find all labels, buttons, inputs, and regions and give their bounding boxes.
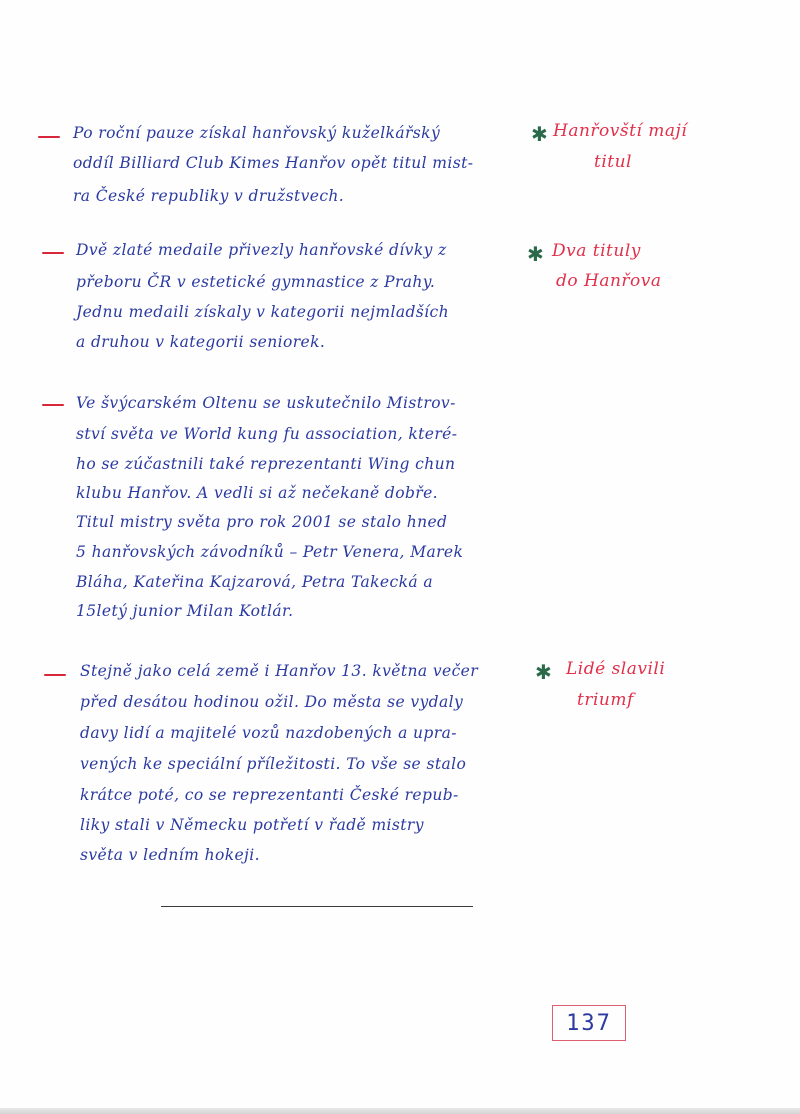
item-4-line-1: Stejně jako celá země i Hanřov 13. května večer xyxy=(80,662,479,680)
bullet-dash xyxy=(44,674,66,676)
item-2-line-1: Dvě zlaté medaile přivezly hanřovské dívky z xyxy=(76,241,447,259)
item-3-line-7: Bláha, Kateřina Kajzarová, Petra Takecká a xyxy=(76,573,433,591)
item-3-line-1: Ve švýcarském Oltenu se uskutečnilo Mistrov- xyxy=(76,394,456,412)
item-4-line-5: krátce poté, co se reprezentanti České repub- xyxy=(80,786,459,804)
page-bottom-edge xyxy=(0,1108,800,1114)
item-1-note-line-2: titul xyxy=(594,152,632,172)
item-4-line-3: davy lidí a majitelé vozů nazdobených a upra- xyxy=(80,724,457,742)
item-3-line-5: Titul mistry světa pro rok 2001 se stalo hned xyxy=(76,513,448,531)
item-4-line-6: liky stali v Německu potřetí v řadě mistry xyxy=(80,816,424,834)
item-1-line-3: ra České republiky v družstvech. xyxy=(73,187,345,205)
item-1-line-1: Po roční pauze získal hanřovský kuželkářský xyxy=(73,124,441,142)
item-3-line-8: 15letý junior Milan Kotlár. xyxy=(76,602,294,620)
bullet-dash xyxy=(42,252,64,254)
item-4-note-line-1: Lidé slavili xyxy=(566,659,666,679)
asterisk-icon: ✱ xyxy=(527,242,544,266)
closing-rule xyxy=(161,906,473,907)
item-1-line-2: oddíl Billiard Club Kimes Hanřov opět titul mist- xyxy=(73,154,474,172)
asterisk-icon: ✱ xyxy=(531,122,548,146)
item-2-note-line-2: do Hanřova xyxy=(556,271,662,291)
asterisk-icon: ✱ xyxy=(535,660,552,684)
item-4-line-4: vených ke speciální příležitosti. To vše se stalo xyxy=(80,755,467,773)
item-3-line-4: klubu Hanřov. A vedli si až nečekaně dobře. xyxy=(76,484,439,502)
item-3-line-6: 5 hanřovských závodníků – Petr Venera, Marek xyxy=(76,543,464,561)
item-4-line-2: před desátou hodinou ožil. Do města se vydaly xyxy=(80,693,464,711)
item-2-note-line-1: Dva tituly xyxy=(552,241,641,261)
bullet-dash xyxy=(38,136,60,138)
item-4-line-7: světa v ledním hokeji. xyxy=(80,846,260,864)
item-2-line-3: Jednu medaili získaly v kategorii nejmladších xyxy=(76,303,449,321)
item-3-line-2: ství světa ve World kung fu association, které- xyxy=(76,425,458,443)
page-number: 137 xyxy=(566,1010,612,1036)
item-1-note-line-1: Hanřovští mají xyxy=(553,121,688,141)
bullet-dash xyxy=(42,404,64,406)
item-4-note-line-2: triumf xyxy=(577,690,634,710)
item-3-line-3: ho se zúčastnili také reprezentanti Wing chun xyxy=(76,455,456,473)
item-2-line-4: a druhou v kategorii seniorek. xyxy=(76,333,326,351)
item-2-line-2: přeboru ČR v estetické gymnastice z Prahy. xyxy=(76,273,436,291)
page-number-box xyxy=(552,1005,626,1041)
